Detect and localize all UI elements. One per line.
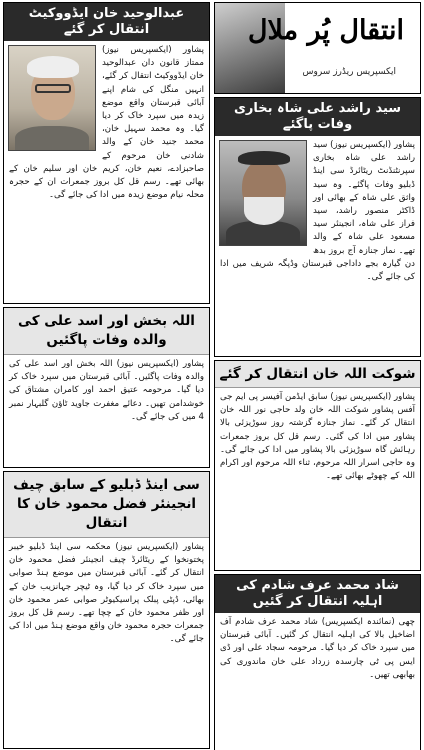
obituary-abdul-waheed-khan [3, 2, 210, 304]
portrait-photo [219, 140, 307, 246]
left-column [3, 2, 210, 749]
obituary-shaukat-ullah-khan [214, 360, 421, 571]
obituary-headline: سید راشد علی شاہ بخاری وفات پاگئے [215, 98, 420, 136]
obituary-rashid-ali-shah [214, 97, 421, 357]
right-column [214, 2, 421, 750]
portrait-photo [8, 45, 96, 151]
obituary-body: پشاور (ایکسپریس نیوز) ممتاز قانون دان عبدالوحید خان ایڈووکیٹ انتقال کر گئے، انہیں منگل کی شام اپنے آبائی قبرستان واقع موضع زیدہ میں سپرد خاک کر دیا گیا۔ وہ محمد سہیل خان، محمد جنید خان کے والد شادنی خان مرحوم کے صاحبزادے، نعیم خان، کریم خان اور سلیم خان کے بھائی تھے۔ رسم قل کل بروز جمعرات ان کے حجرہ محلہ نیام موضع زیدہ میں ادا کی جائے گی۔ [9, 45, 204, 201]
obituary-body: پشاور (ایکسپریس نیوز) محکمہ سی اینڈ ڈبلیو خیبر پختونخوا کے ریٹائرڈ چیف انجینئر فضل محمود خان انتقال کر گئے۔ آبائی قبرستان میں موضع ہنڈ صوابی میں سپرد خاک کر دیا گیا، وہ ٹیچر جہانزیب خان کے بھائی، ڈپٹی پبلک پراسیکیوٹر صوابی عمر محمود خان اور ظفر محمود خان کے چچا تھے۔ رسم قل کل بروز جمعرات حجرہ محمود خان واقع موضع ہنڈ میں ادا کی جائے گی۔ [9, 542, 204, 645]
masthead-title: انتقال پُر ملال [247, 15, 404, 46]
obituary-shad-muhammad [214, 574, 421, 750]
obituary-headline: اللہ بخش اور اسد علی کی والدہ وفات پاگئیں [4, 308, 209, 355]
obituary-body: پشاور (ایکسپریس نیوز) سابق ایڈمن آفیسر پی ایم جی آفس پشاور شوکت اللہ خان ولد حاجی نور اللہ خان انتقال کر گئے۔ نماز جنازہ گزشتہ روز سوڑیزئی بالا پشاور میں ادا کی گئی۔ رسم قل کل بروز جمعرات رہائش گاہ سوڑیزئی بالا پشاور میں ادا کی جائے گی۔ وہ حاجی اسرار اللہ مرحوم، ثناء اللہ مرحوم اور اکرام اللہ کے چھوٹے بھائی تھے۔ [220, 392, 415, 482]
obituary-body: چھی (نمائندہ ایکسپریس) شاد محمد عرف شادم آف اضاخیل بالا کی اہلیہ انتقال کر گئیں۔ آبائی قبرستان میں سپرد خاک کر دیا گیا۔ مرحومہ سجاد علی اور ڈی ایس پی ٹی چارسدہ زرداد علی خان ماندوری کی بھابھی تھیں۔ [220, 617, 415, 680]
obituary-body: پشاور (ایکسپریس نیوز) اللہ بخش اور اسد علی کی والدہ وفات پاگئیں۔ آبائی قبرستان میں سپرد خاک کر دیا گیا۔ مرحومہ عتیق احمد اور کامران مشتاق کی خوشدامن تھیں۔ دعائے مغفرت جاوید ٹاؤن گلبہار نمبر 4 میں کی جائے گی۔ [9, 359, 204, 422]
obituary-headline: شاد محمد عرف شادم کی اہلیہ انتقال کر گئیں [215, 575, 420, 613]
obituary-body: پشاور (ایکسپریس نیوز) سید راشد علی شاہ بخاری سپرنٹنڈنٹ ریٹائرڈ سی اینڈ ڈبلیو وفات پاگئے۔ وہ سید واثق علی شاہ کے بھائی اور ڈاکٹر منصور راشد، سید فراز علی شاہ، انجینئر سید مسعود علی شاہ کے والد تھے۔ نماز جنازہ آج بروز بدھ دن گیارہ بجے داداجی قبرستان وڈپگہ شریف میں ادا کی جائے گی۔ [220, 140, 415, 283]
obituary-headline: عبدالوحید خان ایڈووکیٹ انتقال کر گئے [4, 3, 209, 41]
masthead-subtitle: ایکسپریس ریڈرز سروس [302, 67, 396, 77]
masthead [214, 2, 421, 94]
obituary-headline: شوکت اللہ خان انتقال کر گئے [215, 361, 420, 388]
obituary-allah-bakhsh-mother [3, 307, 210, 468]
obituary-fazal-mehmood-khan [3, 471, 210, 749]
obituary-headline: سی اینڈ ڈبلیو کے سابق چیف انجینئر فضل محمود خان کا انتقال [4, 472, 209, 538]
